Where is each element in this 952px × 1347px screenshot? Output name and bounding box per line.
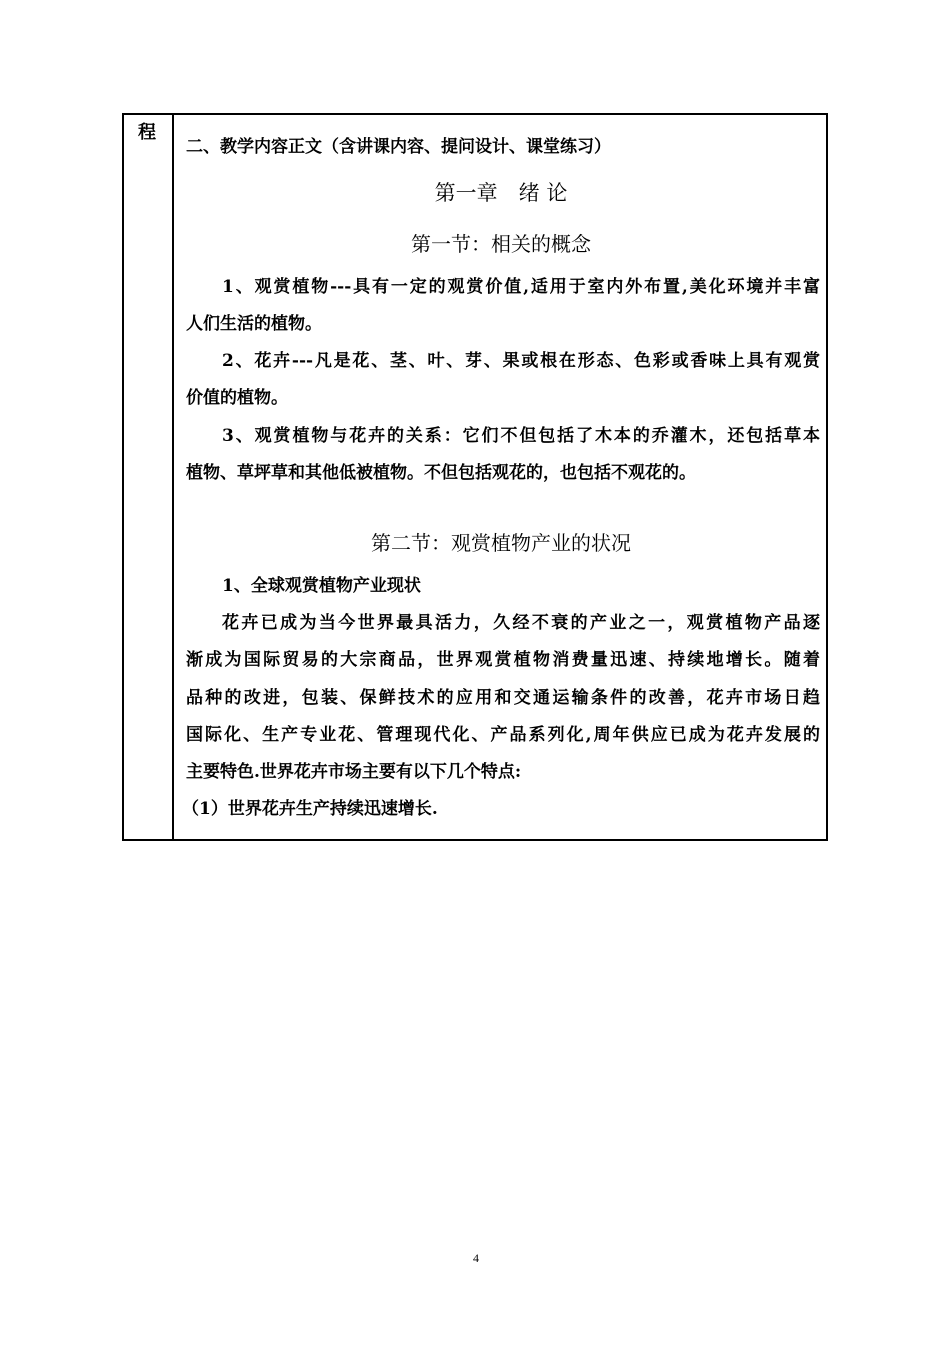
- paragraph-line3: 品种的改进，包装、保鲜技术的应用和交通运输条件的改善，花卉市场日趋: [186, 688, 820, 708]
- content-cell: [174, 115, 828, 839]
- item2-line1: 2、花卉---凡是花、茎、叶、芽、果或根在形态、色彩或香味上具有观赏: [222, 351, 820, 371]
- chapter-title: 第一章 绪 论: [434, 181, 568, 205]
- paragraph-line5: 主要特色.世界花卉市场主要有以下几个特点:: [186, 762, 522, 782]
- item3-line2: 植物、草坪草和其他低被植物。不但包括观花的，也包括不观花的。: [186, 463, 696, 483]
- paragraph-line1: 花卉已成为当今世界最具活力，久经不衰的产业之一，观赏植物产品逐: [222, 613, 820, 633]
- item3-line1: 3、观赏植物与花卉的关系：它们不但包括了木本的乔灌木，还包括草本: [222, 426, 820, 446]
- section2-title: 第二节：观赏植物产业的状况: [371, 531, 631, 555]
- row-label-cell: [124, 115, 174, 839]
- paragraph-line4: 国际化、生产专业花、管理现代化、产品系列化,周年供应已成为花卉发展的: [186, 725, 820, 745]
- lesson-table: [122, 113, 828, 841]
- teaching-content-heading: 二、教学内容正文（含讲课内容、提问设计、课堂练习）: [186, 137, 611, 157]
- sub1-title: 1、全球观赏植物产业现状: [222, 576, 421, 596]
- item1-line1: 1、观赏植物---具有一定的观赏价值,适用于室内外布置,美化环境并丰富: [222, 277, 820, 297]
- paragraph-line2: 渐成为国际贸易的大宗商品，世界观赏植物消费量迅速、持续地增长。随着: [186, 650, 820, 670]
- section1-title: 第一节：相关的概念: [411, 232, 591, 256]
- row-label: 程: [138, 122, 156, 143]
- point1: （1）世界花卉生产持续迅速增长.: [182, 799, 438, 819]
- item1-line2: 人们生活的植物。: [186, 314, 322, 334]
- page-number: 4: [473, 1251, 479, 1265]
- item2-line2: 价值的植物。: [186, 388, 288, 408]
